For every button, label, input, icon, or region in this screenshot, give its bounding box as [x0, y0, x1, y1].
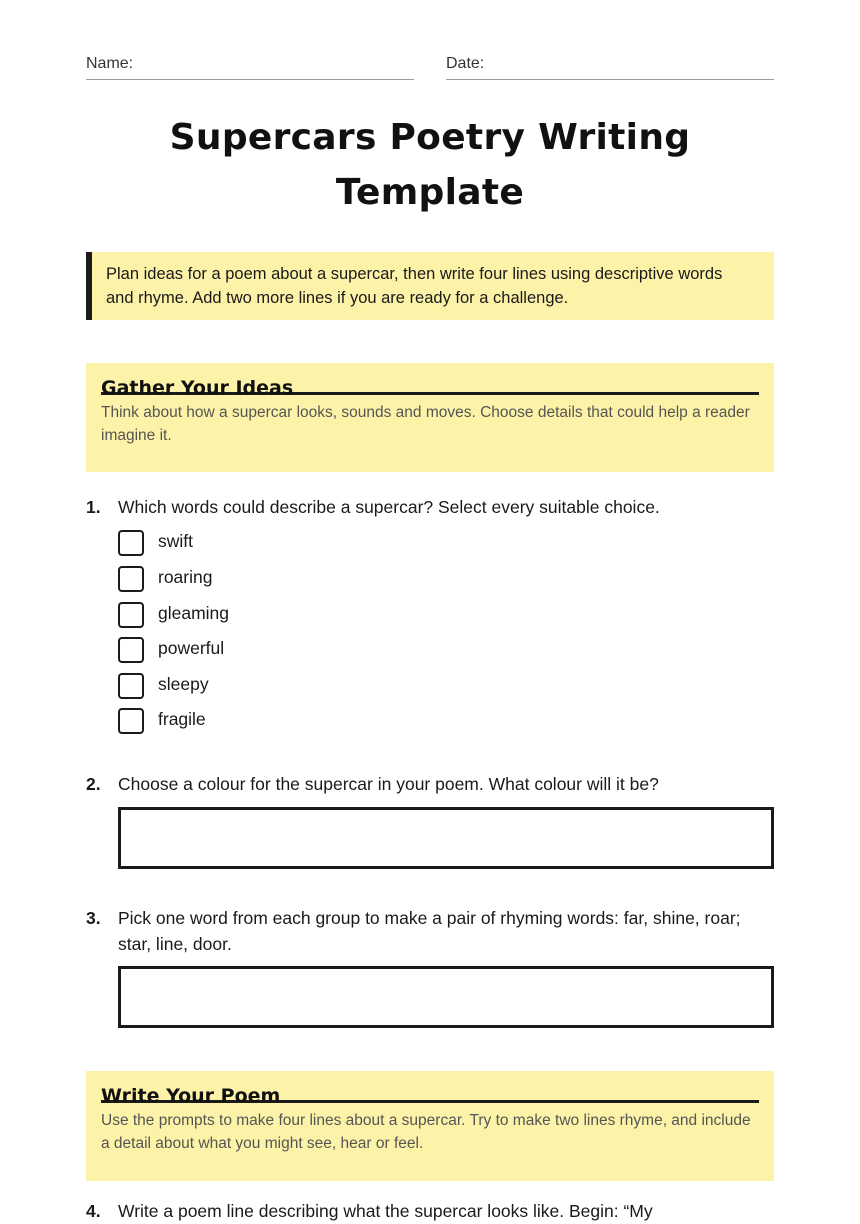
option-label: sleepy [158, 674, 209, 694]
option-fragile[interactable] [118, 708, 518, 738]
option-label: swift [158, 531, 193, 551]
section-title: Write Your Poem [101, 1071, 759, 1103]
question-number: 3. [86, 908, 101, 928]
checkbox[interactable] [118, 637, 144, 663]
intro-text: Plan ideas for a poem about a supercar, then write four lines using descriptive words and rhyme. Add two more lines if you are ready for a challenge. [106, 265, 723, 307]
page-title: Supercars Poetry Writing Template [169, 117, 691, 213]
option-label: powerful [158, 638, 225, 658]
section-gather-ideas [86, 363, 774, 472]
question-text: Pick one word from each group to make a pair of rhyming words: far, shine, roar; star, line, door. [118, 908, 741, 954]
option-sleepy[interactable] [118, 673, 518, 703]
name-date-row [86, 54, 774, 80]
name-field[interactable] [86, 54, 414, 80]
section-description: Use the prompts to make four lines about a supercar. Try to make two lines rhyme, and include a detail about what you might see, hear or feel. [101, 1112, 751, 1152]
checkbox[interactable] [118, 602, 144, 628]
date-label: Date: [446, 55, 485, 72]
question-text: Which words could describe a supercar? Select every suitable choice. [118, 497, 660, 517]
answer-2-input[interactable] [118, 807, 774, 869]
option-gleaming[interactable] [118, 602, 518, 632]
option-label: gleaming [158, 603, 230, 623]
section-title: Gather Your Ideas [101, 363, 759, 395]
option-powerful[interactable] [118, 637, 518, 667]
checkbox[interactable] [118, 530, 144, 556]
answer-3-input[interactable] [118, 966, 774, 1028]
section-description: Think about how a supercar looks, sounds and moves. Choose details that could help a reader imagine it. [101, 404, 750, 444]
name-label: Name: [86, 55, 134, 72]
section-write-poem [86, 1071, 774, 1181]
intro-callout [86, 252, 774, 320]
option-swift[interactable] [118, 530, 518, 560]
checkbox[interactable] [118, 673, 144, 699]
option-label: fragile [158, 709, 206, 729]
question-number: 1. [86, 497, 101, 517]
question-number: 2. [86, 774, 101, 794]
checkbox[interactable] [118, 708, 144, 734]
option-label: roaring [158, 567, 213, 587]
question-number: 4. [86, 1201, 101, 1221]
question-text: Choose a colour for the supercar in your poem. What colour will it be? [118, 774, 659, 794]
date-field[interactable] [446, 54, 774, 80]
question-text: Write a poem line describing what the supercar looks like. Begin: “My [118, 1201, 653, 1221]
option-roaring[interactable] [118, 566, 518, 596]
checkbox[interactable] [118, 566, 144, 592]
